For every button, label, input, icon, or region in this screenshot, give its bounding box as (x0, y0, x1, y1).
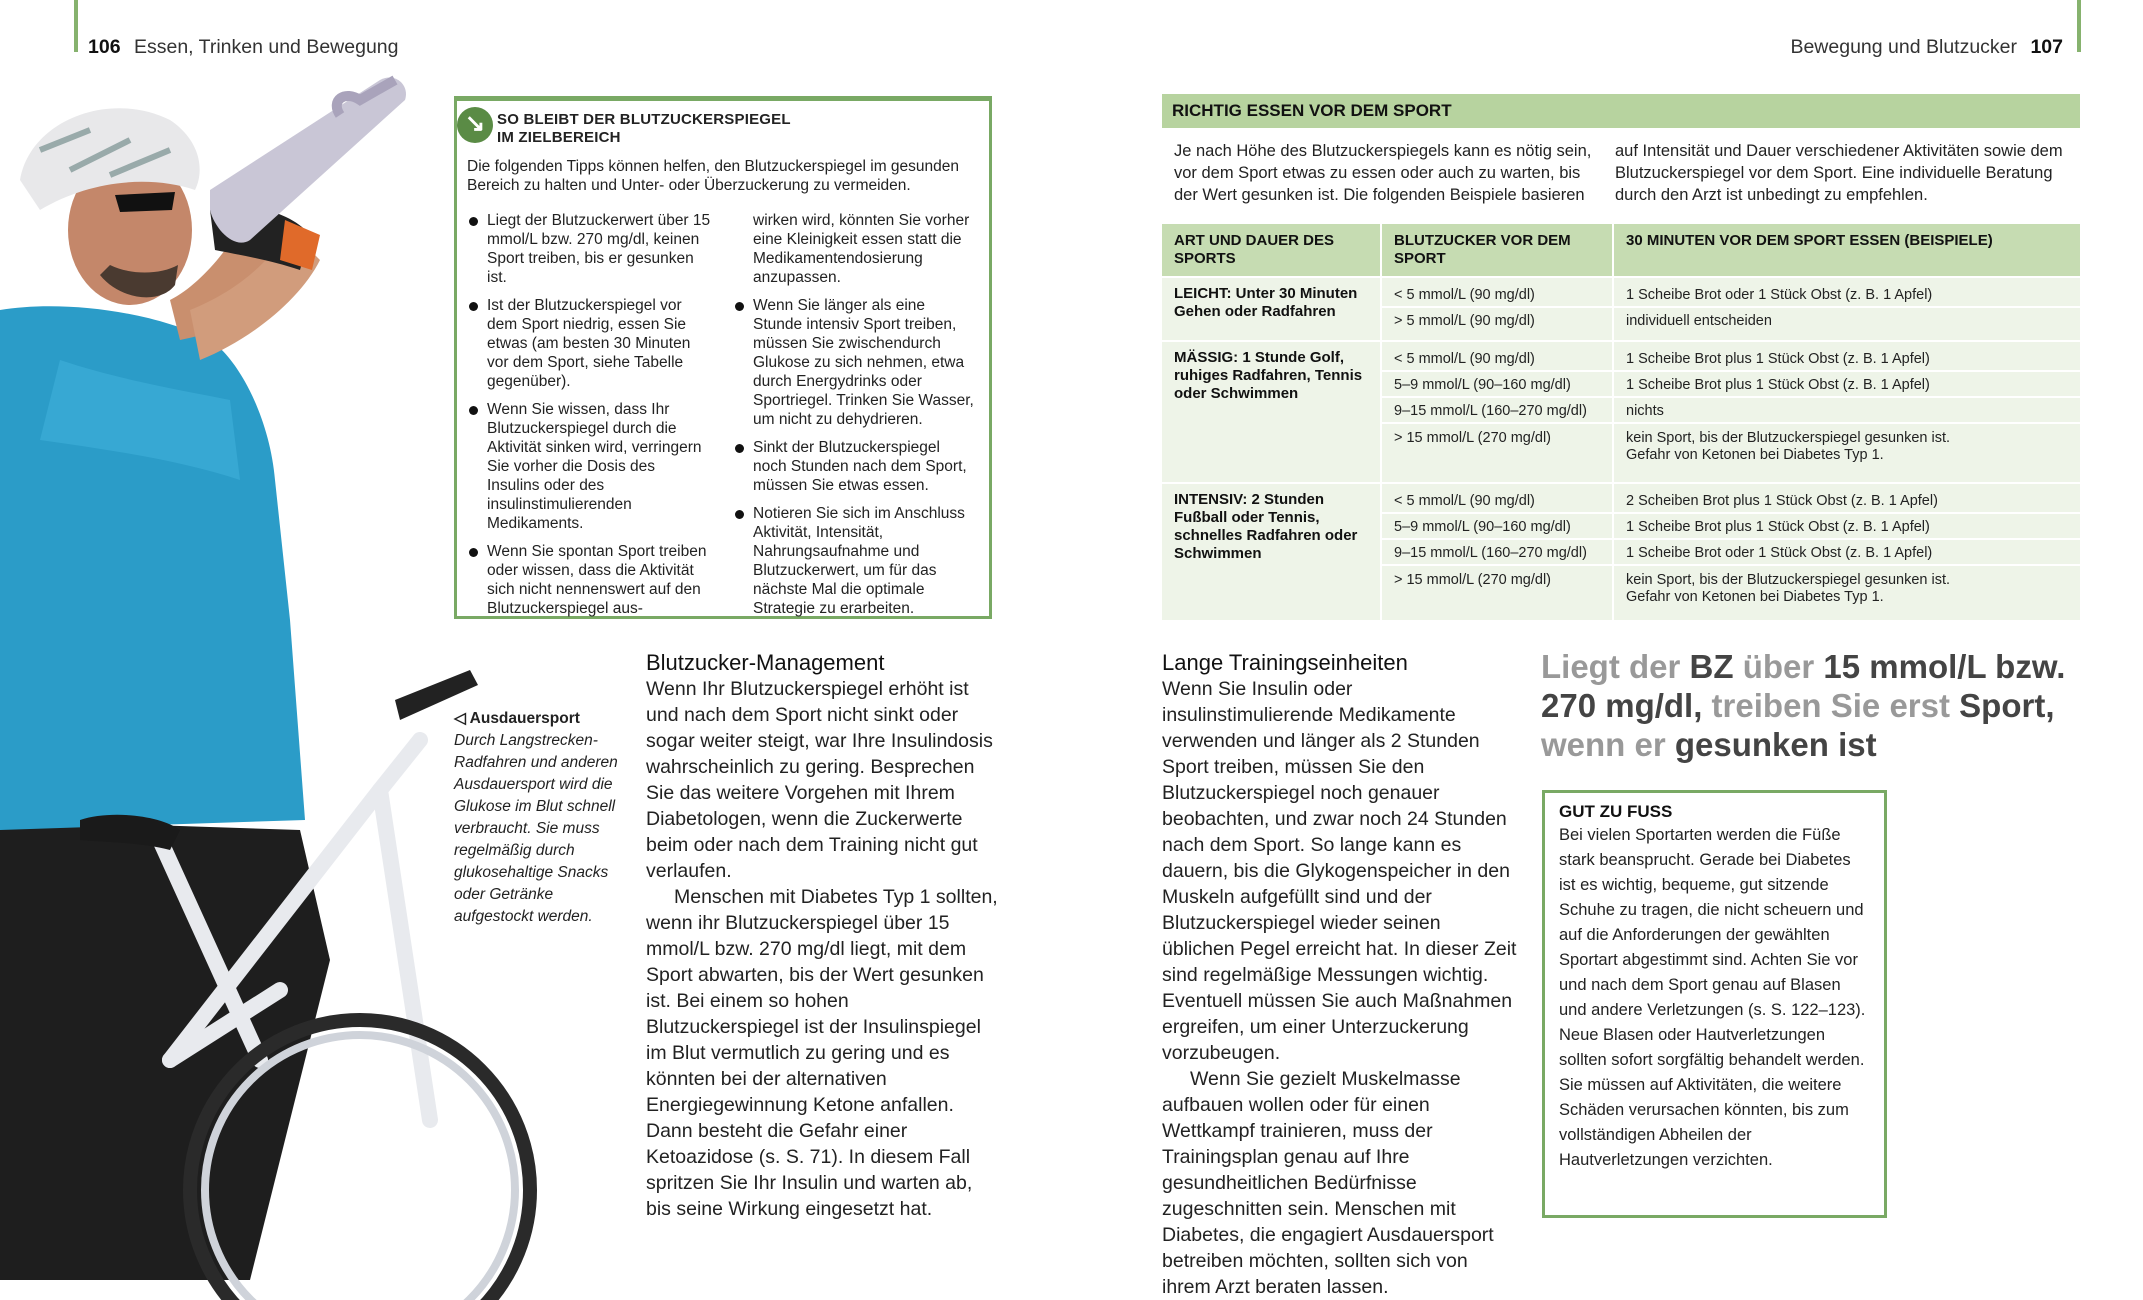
tip-list-right (727, 211, 977, 627)
photo-caption (454, 708, 626, 928)
box-title: GUT ZU FUSS (1559, 802, 1673, 821)
row-divider (1382, 370, 2080, 372)
bloodsugar-cell: > 5 mmol/L (90 mg/dl) (1394, 313, 1535, 329)
right-running-head (1790, 36, 2063, 59)
arrow-down-right-icon: ↘ (457, 107, 493, 143)
food-cell: 1 Scheibe Brot oder 1 Stück Obst (z. B. 1 Apfel) (1626, 545, 1933, 561)
bloodsugar-cell: 5–9 mmol/L (90–160 mg/dl) (1394, 519, 1571, 535)
food-cell: nichts (1626, 403, 1664, 419)
table-header-activity: ART UND DAUER DES SPORTS (1162, 224, 1380, 276)
column-divider (1380, 224, 1382, 620)
article-blutzucker-management (646, 650, 998, 1222)
food-before-sport-table (1162, 94, 2080, 620)
row-divider (1382, 538, 2080, 540)
row-divider (1382, 396, 2080, 398)
tip-item: Notieren Sie sich im Anschluss Aktivität, Intensität, Nahrungsaufnahme und Blutzuckerwert, um für das nächste Mal die optimale Strategie zu erarbeiten. (727, 504, 977, 618)
tip-item: Ist der Blutzuckerspiegel vor dem Sport niedrig, essen Sie etwas (am besten 30 Minuten vor dem Sport, siehe Tabelle gegenüber). (461, 296, 711, 391)
tip-item: Wenn Sie wissen, dass Ihr Blutzuckerspiegel durch die Aktivität sinken wird, verringern Sie vorher die Dosis des Insulins oder des insulinstimulierenden Medikaments. (461, 400, 711, 533)
table-intro-left: Je nach Höhe des Blutzuckerspiegels kann es nötig sein, vor dem Sport etwas zu essen oder auch zu warten, bis der Wert gesunken ist. Die folgenden Beispiele basieren (1174, 142, 1592, 204)
gut-zu-fuss-box (1542, 790, 1887, 1218)
food-cell: 2 Scheiben Brot plus 1 Stück Obst (z. B. 1 Apfel) (1626, 493, 1938, 509)
bloodsugar-cell: > 15 mmol/L (270 mg/dl) (1394, 430, 1552, 446)
tip-box (454, 96, 992, 619)
article-paragraph: Wenn Ihr Blutzuckerspiegel erhöht ist und nach dem Sport nicht sinkt oder sogar weiter steigt, war Ihre Insulindosis wahrscheinlich zu gering. Besprechen Sie das weitere Vorgehen mit Ihrem Diabetologen, wenn die Zuckerwerte beim oder nach dem Training nicht gut verlaufen. (646, 678, 993, 882)
left-page-number: 106 (88, 36, 121, 58)
tip-box-title: SO BLEIBT DER BLUTZUCKERSPIEGEL IM ZIELBEREICH (497, 111, 791, 146)
activity-cell: LEICHT: Unter 30 Minuten Gehen oder Radfahren (1174, 285, 1358, 320)
tip-item: Liegt der Blutzuckerwert über 15 mmol/L bzw. 270 mg/dl, keinen Sport treiben, bis er gesunken ist. (461, 211, 711, 287)
article-paragraph: Wenn Sie gezielt Muskelmasse aufbauen wollen oder für einen Wettkampf trainieren, muss der Trainingsplan genau auf Ihre gesundheitlichen Bedürfnisse zugeschnitten sein. Menschen mit Diabetes, die engagiert Ausdauersport betreiben möchten, sollten sich von ihrem Arzt beraten lassen. (1162, 1068, 1494, 1298)
table-intro-right: auf Intensität und Dauer verschiedener Aktivitäten sowie dem Blutzuckerspiegel vor dem Sport. Eine individuelle Beratung durch den Arzt ist unbedingt zu empfehlen. (1615, 142, 2063, 204)
pull-quote: Liegt der BZ über 15 mmol/L bzw. 270 mg/dl, treiben Sie erst Sport, wenn er gesunken ist (1541, 648, 2066, 763)
row-divider (1382, 512, 2080, 514)
bloodsugar-cell: 9–15 mmol/L (160–270 mg/dl) (1394, 403, 1587, 419)
caption-title: ◁ Ausdauersport (454, 710, 580, 727)
food-cell: kein Sport, bis der Blutzuckerspiegel gesunken ist. Gefahr von Ketonen bei Diabetes Typ 1. (1626, 572, 1951, 605)
table-group-intensiv (1162, 484, 2080, 620)
tip-list-left (461, 211, 711, 627)
food-cell: kein Sport, bis der Blutzuckerspiegel gesunken ist. Gefahr von Ketonen bei Diabetes Typ 1. (1626, 430, 1951, 463)
bloodsugar-cell: > 15 mmol/L (270 mg/dl) (1394, 572, 1552, 588)
column-divider (1612, 224, 1614, 620)
food-cell: 1 Scheibe Brot plus 1 Stück Obst (z. B. 1 Apfel) (1626, 377, 1930, 393)
article-heading: Lange Trainingseinheiten (1162, 650, 1408, 675)
right-page-rule (2077, 0, 2081, 52)
caption-text: Durch Langstrecken-Radfahren und anderen Ausdauersport wird die Glukose im Blut schnell verbraucht. Sie muss regelmäßig durch glukosehaltige Snacks oder Getränke aufgestockt werden. (454, 732, 618, 925)
article-lange-trainingseinheiten (1162, 650, 1518, 1300)
table-group-leicht (1162, 278, 2080, 340)
table-header-bloodsugar: BLUTZUCKER VOR DEM SPORT (1382, 224, 1612, 276)
tip-item: Sinkt der Blutzuckerspiegel noch Stunden nach dem Sport, müssen Sie etwas essen. (727, 438, 977, 495)
tip-item: Wenn Sie spontan Sport treiben oder wissen, dass die Aktivität sich nicht nennenswert auf den Blutzuckerspiegel aus- (461, 542, 711, 618)
row-divider (1382, 564, 2080, 566)
row-divider (1382, 306, 2080, 308)
tip-item-continued: wirken wird, könnten Sie vorher eine Kleinigkeit essen statt die Medikamentendosierung anzupassen. (753, 212, 970, 286)
article-paragraph: Menschen mit Diabetes Typ 1 sollten, wenn ihr Blutzuckerspiegel über 15 mmol/L bzw. 270 mg/dl liegt, mit dem Sport abwarten, bis der Wert gesunken ist. Bei einem so hohen Blutzuckerspiegel ist der Insulinspiegel im Blut vermutlich zu gering und es könnten bei der alternativen Energiegewinnung Ketone anfallen. Dann besteht die Gefahr einer Ketoazidose (s. S. 71). In diesem Fall spritzen Sie Ihr Insulin und warten ab, bis seine Wirkung eingesetzt hat. (646, 886, 998, 1220)
food-cell: individuell entscheiden (1626, 313, 1772, 329)
table-group-maessig (1162, 342, 2080, 482)
activity-cell: MÄSSIG: 1 Stunde Golf, ruhiges Radfahren, Tennis oder Schwimmen (1174, 349, 1363, 402)
bloodsugar-cell: < 5 mmol/L (90 mg/dl) (1394, 351, 1535, 367)
bloodsugar-cell: 9–15 mmol/L (160–270 mg/dl) (1394, 545, 1587, 561)
bloodsugar-cell: < 5 mmol/L (90 mg/dl) (1394, 287, 1535, 303)
article-heading: Blutzucker-Management (646, 650, 885, 675)
table-title: RICHTIG ESSEN VOR DEM SPORT (1162, 94, 2080, 128)
food-cell: 1 Scheibe Brot plus 1 Stück Obst (z. B. 1 Apfel) (1626, 519, 1930, 535)
tip-box-intro: Die folgenden Tipps können helfen, den Blutzuckerspiegel im gesunden Bereich zu halten und Unter- oder Überzuckerung zu vermeiden. (467, 158, 960, 194)
cyclist-photo (0, 60, 500, 1280)
left-page-rule (74, 0, 78, 52)
bloodsugar-cell: < 5 mmol/L (90 mg/dl) (1394, 493, 1535, 509)
table-header-food: 30 MINUTEN VOR DEM SPORT ESSEN (BEISPIELE) (1614, 224, 2080, 276)
bloodsugar-cell: 5–9 mmol/L (90–160 mg/dl) (1394, 377, 1571, 393)
row-divider (1382, 422, 2080, 424)
right-page-number: 107 (2030, 36, 2063, 58)
left-chapter-title: Essen, Trinken und Bewegung (133, 36, 399, 58)
box-text: Bei vielen Sportarten werden die Füße stark beansprucht. Gerade bei Diabetes ist es wichtig, bequeme, gut sitzende Schuhe zu tragen, die nicht scheuern und auf die Anforderungen der gewählten Sportart abgestimmt sind. Achten Sie vor und nach dem Sport genau auf Blasen und andere Verletzungen (s. S. 122–123). Neue Blasen oder Hautverletzungen sollten sofort sorgfältig behandelt werden. Sie müssen auf Aktivitäten, die weitere Schäden verursachen könnten, bis zum vollständigen Abheilen der Hautverletzungen verzichten. (1559, 826, 1866, 1169)
left-running-head (88, 36, 398, 59)
right-chapter-title: Bewegung und Blutzucker (1790, 36, 2018, 58)
article-paragraph: Wenn Sie Insulin oder insulinstimulierende Medikamente verwenden und länger als 2 Stunden Sport treiben, müssen Sie den Blutzuckerspiegel noch genauer beobachten, und zwar noch 24 Stunden nach dem Sport. So lange kann es dauern, bis die Glykogenspeicher in den Muskeln aufgefüllt sind und der Blutzuckerspiegel wieder seinen üblichen Pegel erreicht hat. In dieser Zeit sind regelmäßige Messungen wichtig. Eventuell müssen Sie auch Maßnahmen ergreifen, um einer Unterzuckerung vorzubeugen. (1162, 678, 1517, 1064)
activity-cell: INTENSIV: 2 Stunden Fußball oder Tennis, schnelles Radfahren oder Schwimmen (1174, 491, 1358, 562)
tip-item: Wenn Sie länger als eine Stunde intensiv Sport treiben, müssen Sie zwischendurch Glukose zu sich nehmen, etwa durch Energydrinks oder Sportriegel. Trinken Sie Wasser, um nicht zu dehydrieren. (727, 296, 977, 429)
food-cell: 1 Scheibe Brot oder 1 Stück Obst (z. B. 1 Apfel) (1626, 287, 1933, 303)
food-cell: 1 Scheibe Brot plus 1 Stück Obst (z. B. 1 Apfel) (1626, 351, 1930, 367)
